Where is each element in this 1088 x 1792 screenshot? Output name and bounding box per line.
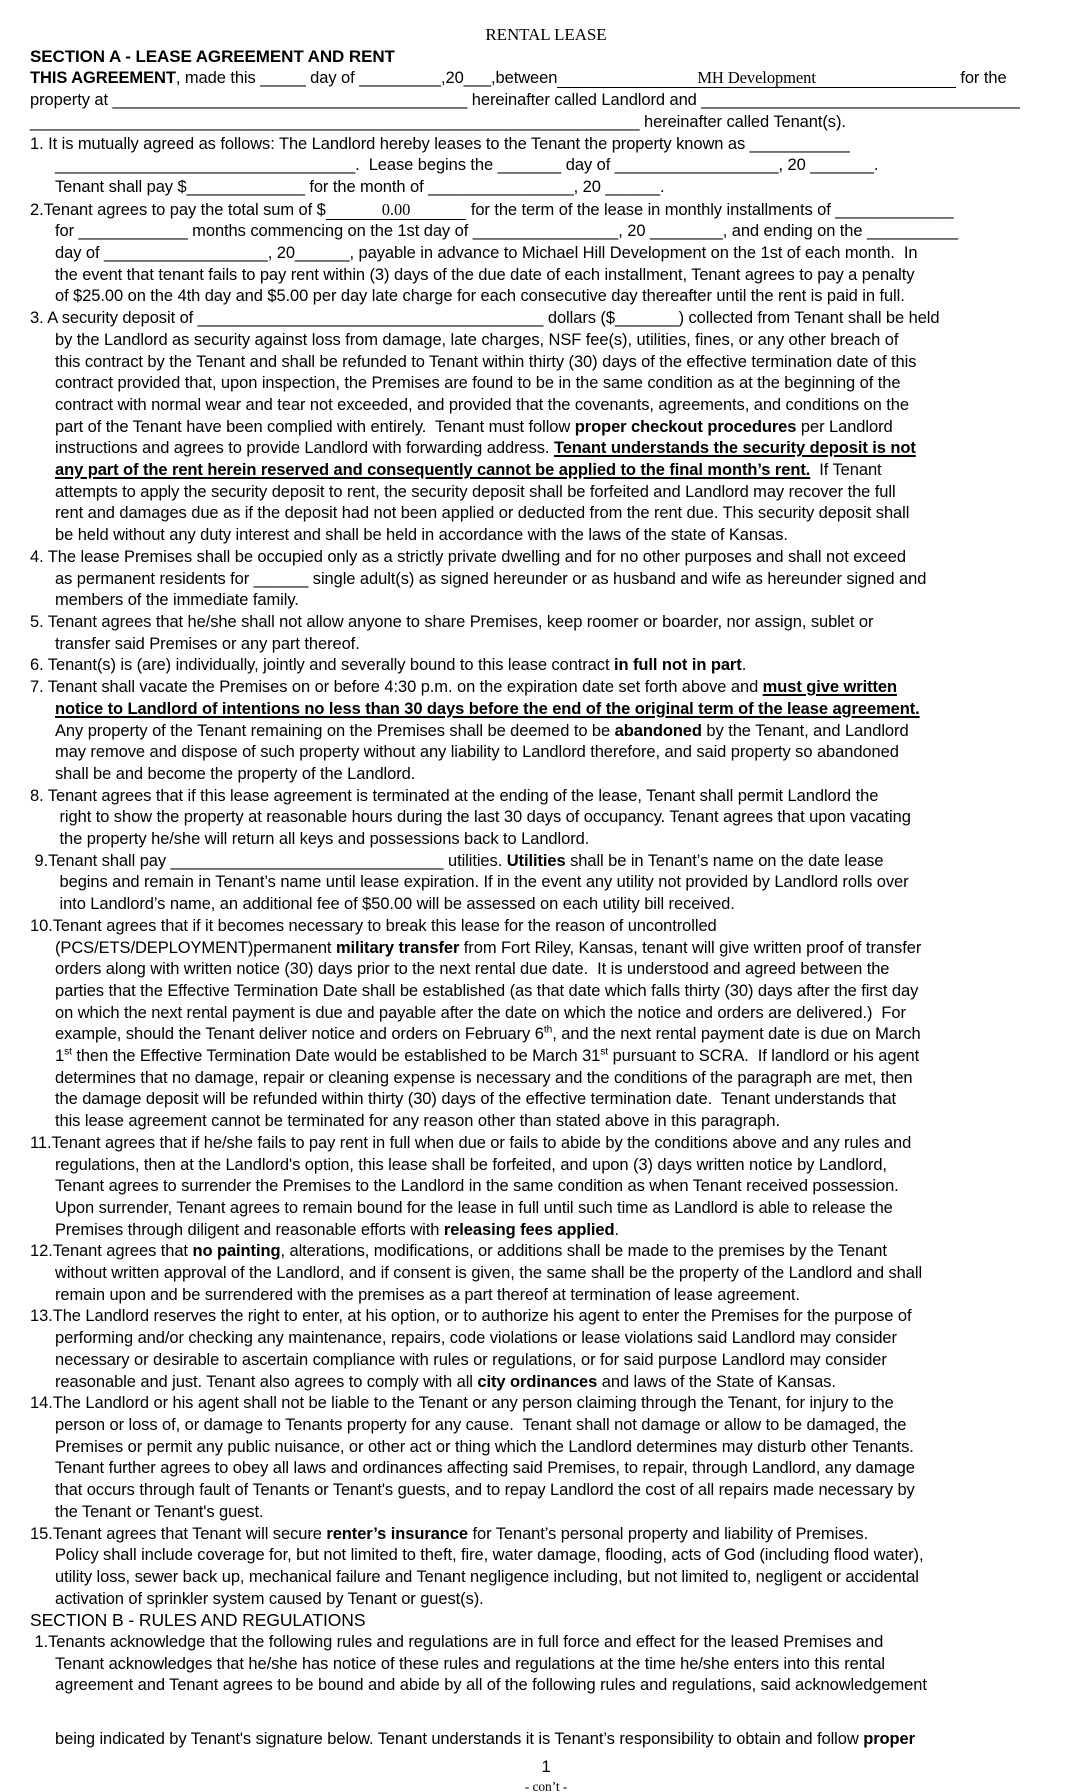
document-line: 7. Tenant shall vacate the Premises on or before 4:30 p.m. on the expiration date set forth above and must give written: [30, 678, 898, 697]
document-line: 12.Tenant agrees that no painting, alterations, modifications, or additions shall be made to the premises by the Tenant: [30, 1242, 887, 1261]
filled-value: MH Development: [557, 68, 955, 88]
document-line: 14.The Landlord or his agent shall not be liable to the Tenant or any person claiming through the Tenant, for injury to the: [30, 1394, 894, 1413]
document-line: this contract by the Tenant and shall be refunded to Tenant within thirty (30) days of the effective termination date of this: [55, 352, 917, 371]
document-line: (PCS/ETS/DEPLOYMENT)permanent military transfer from Fort Riley, Kansas, tenant will give written proof of transfer: [55, 938, 922, 957]
document-line: be held without any duty interest and shall be held in accordance with the laws of the state of Kansas.: [55, 526, 788, 545]
section-heading: SECTION A - LEASE AGREEMENT AND RENT: [30, 46, 395, 66]
document-line: this lease agreement cannot be terminated for any reason other than stated above in this paragraph.: [55, 1112, 780, 1131]
continuation-mark: - con’t -: [524, 1778, 568, 1792]
document-line: 2.Tenant agrees to pay the total sum of $ 0.00 for the term of the lease in monthly installments of _____________: [30, 199, 954, 219]
document-line: 1.Tenants acknowledge that the following rules and regulations are in full force and effect for the leased Premises and: [30, 1633, 884, 1652]
document-line: remain upon and be surrendered with the premises as a part thereof at termination of lease agreement.: [55, 1285, 800, 1304]
document-line: 9.Tenant shall pay ______________________________ utilities. Utilities shall be in Tenant’s name on the date lease: [30, 851, 884, 870]
document-line: person or loss of, or damage to Tenants property for any cause. Tenant shall not damage or allow to be damaged, the: [55, 1416, 907, 1434]
document-line: 3. A security deposit of ______________________________________ dollars ($_______) collected from Tenant shall be held: [30, 309, 940, 328]
document-line: performing and/or checking any maintenance, repairs, code violations or lease violations said Landlord may consider: [55, 1329, 897, 1348]
document-line: rent and damages due as if the deposit had not been applied or deducted from the rent due. This security deposit shall: [55, 504, 910, 523]
document-line: attempts to apply the security deposit to rent, the security deposit shall be forfeited and Landlord may recover the full: [55, 482, 896, 501]
document-line: any part of the rent herein reserved and consequently cannot be applied to the final month’s rent. If Tenant: [55, 461, 882, 480]
document-line: begins and remain in Tenant’s name until lease expiration. If in the event any utility not provided by Landlord rolls over: [55, 873, 909, 892]
document-line: the event that tenant fails to pay rent within (3) days of the due date of each installment, Tenant agrees to pay a penalty: [55, 265, 915, 284]
document-line: utility loss, sewer back up, mechanical failure and Tenant negligence including, but not limited to, negligent or accidental: [55, 1567, 919, 1586]
document-line: contract with normal wear and tear not exceeded, and provided that the covenants, agreements, and conditions on the: [55, 395, 909, 414]
section-heading: SECTION B - RULES AND REGULATIONS: [30, 1610, 366, 1631]
document-line: 13.The Landlord reserves the right to enter, at his option, or to authorize his agent to enter the Premises for the purpose of: [30, 1307, 912, 1326]
filled-value: 0.00: [326, 200, 467, 220]
document-line: example, should the Tenant deliver notice and orders on February 6th, and the next rental payment date is due on March: [55, 1024, 921, 1044]
document-line: parties that the Effective Termination Date shall be established (as that date which falls thirty (30) days after the first day: [55, 981, 919, 1000]
document-line: may remove and dispose of such property without any liability to Landlord therefore, and said property so abandoned: [55, 743, 899, 762]
document-line: for ____________ months commencing on the 1st day of ________________, 20 ________, and ending on the __________: [55, 222, 958, 241]
document-line: Tenant shall pay $_____________ for the month of ________________, 20 ______.: [55, 177, 665, 196]
document-line: on which the next rental payment is due and payable after the date on which the notice and orders are delivered.) For: [55, 1003, 906, 1022]
document-line: 11.Tenant agrees that if he/she fails to pay rent in full when due or fails to abide by the conditions above and any rules and: [30, 1133, 912, 1152]
document-line: members of the immediate family.: [55, 591, 299, 610]
document-line: necessary or desirable to ascertain compliance with rules or regulations, or for said purpose Landlord may consider: [55, 1350, 887, 1369]
document-line: Any property of the Tenant remaining on the Premises shall be deemed to be abandoned by the Tenant, and Landlord: [55, 721, 909, 740]
document-line: that occurs through fault of Tenants or Tenant's guests, and to repay Landlord the cost of all repairs made necessary by: [55, 1481, 915, 1500]
document-line: 15.Tenant agrees that Tenant will secure renter’s insurance for Tenant’s personal property and liability of Premises.: [30, 1524, 869, 1543]
document-line: orders along with written notice (30) days prior to the next rental due date. It is understood and agreed between the: [55, 960, 890, 979]
document-line: right to show the property at reasonable hours during the last 30 days of occupancy. Tenant agrees that upon vacating: [55, 808, 911, 827]
document-line: day of __________________, 20______, payable in advance to Michael Hill Development on the 1st of each month. In: [55, 244, 918, 263]
document-line: _________________________________. Lease begins the _______ day of __________________, 20 _______.: [55, 156, 879, 175]
document-line: determines that no damage, repair or cleaning expense is necessary and the conditions of the paragraph are met, then: [55, 1068, 913, 1087]
document-line: the damage deposit will be refunded within thirty (30) days of the effective termination date. Tenant understands that: [55, 1090, 897, 1109]
document-line: regulations, then at the Landlord's option, this lease shall be forfeited, and upon (3) days written notice by Landlord,: [55, 1155, 887, 1174]
document-line: as permanent residents for ______ single adult(s) as signed hereunder or as husband and wife as hereunder signed and: [55, 569, 927, 588]
document-line: Premises through diligent and reasonable efforts with releasing fees applied.: [55, 1220, 620, 1239]
document-line: by the Landlord as security against loss from damage, late charges, NSF fee(s), utilities, fines, or any other breach of: [55, 330, 899, 349]
document-line: Tenant acknowledges that he/she has notice of these rules and regulations at the time he/she enters into this rental: [55, 1654, 885, 1673]
spacer: [30, 1697, 1062, 1729]
document-line: into Landlord’s name, an additional fee of $50.00 will be assessed on each utility bill received.: [55, 895, 735, 914]
page-number: 1: [541, 1757, 551, 1776]
document-line: without written approval of the Landlord, and if consent is given, the same shall be the property of the Landlord and shall: [55, 1264, 923, 1283]
document-line: shall be and become the property of the Landlord.: [55, 764, 416, 783]
document-line: the Tenant or Tenant's guest.: [55, 1502, 264, 1521]
document-line: contract provided that, upon inspection, the Premises are found to be in the same condition as at the beginning of the: [55, 374, 901, 393]
document-line: 10.Tenant agrees that if it becomes necessary to break this lease for the reason of uncontrolled: [30, 916, 717, 935]
document-line: 5. Tenant agrees that he/she shall not allow anyone to share Premises, keep roomer or boarder, nor assign, sublet or: [30, 612, 874, 631]
document-line: notice to Landlord of intentions no less than 30 days before the end of the original term of the lease agreement.: [55, 699, 920, 718]
document-line: the property he/she will return all keys and possessions back to Landlord.: [55, 830, 590, 849]
lease-body: [30, 46, 1062, 1751]
document-line: 8. Tenant agrees that if this lease agreement is terminated at the ending of the lease, Tenant shall permit Landlord the: [30, 786, 879, 805]
document-line: Tenant further agrees to obey all laws and ordinances affecting said Premises, to repair, through Landlord, any damage: [55, 1459, 915, 1478]
document-line: part of the Tenant have been complied with entirely. Tenant must follow proper checkout procedures per Landlord: [55, 417, 893, 436]
document-line: Upon surrender, Tenant agrees to remain bound for the lease in full until such time as Landlord is able to release the: [55, 1198, 893, 1217]
document-line: 1. It is mutually agreed as follows: The Landlord hereby leases to the Tenant the property known as ___________: [30, 134, 850, 153]
document-line: Premises or permit any public nuisance, or other act or thing which the Landlord determines may disturb other Tenants.: [55, 1437, 914, 1456]
document-line: reasonable and just. Tenant also agrees to comply with all city ordinances and laws of the State of Kansas.: [55, 1372, 836, 1391]
document-line: property at _______________________________________ hereinafter called Landlord and ___________________________________: [30, 91, 1020, 110]
document-line: of $25.00 on the 4th day and $5.00 per day late charge for each consecutive day thereafter until the rent is paid in full.: [55, 287, 905, 306]
document-line: activation of sprinkler system caused by Tenant or guest(s).: [55, 1589, 484, 1608]
document-line: agreement and Tenant agrees to be bound and abide by all of the following rules and regulations, said acknowledgement: [55, 1676, 927, 1695]
document-line: being indicated by Tenant's signature below. Tenant understands it is Tenant’s responsibility to obtain and follow proper: [55, 1730, 915, 1749]
document-line: 6. Tenant(s) is (are) individually, jointly and severally bound to this lease contract in full not in part.: [30, 656, 747, 675]
document-line: Tenant agrees to surrender the Premises to the Landlord in the same condition as when Tenant received possession.: [55, 1177, 899, 1196]
document-line: Policy shall include coverage for, but not limited to theft, fire, water damage, flooding, acts of God (including flood water),: [55, 1546, 924, 1565]
document-line: ___________________________________________________________________ hereinafter called Tenant(s).: [30, 112, 846, 131]
document-title: RENTAL LEASE: [485, 25, 607, 44]
document-line: THIS AGREEMENT, made this _____ day of _________,20___,between MH Development for the: [30, 68, 1007, 88]
document-line: instructions and agrees to provide Landlord with forwarding address. Tenant understands the security deposit is not: [55, 439, 916, 458]
document-line: transfer said Premises or any part thereof.: [55, 634, 360, 653]
document-line: 4. The lease Premises shall be occupied only as a strictly private dwelling and for no other purposes and shall not exceed: [30, 547, 906, 566]
document-line: 1st then the Effective Termination Date would be established to be March 31st pursuant to SCRA. If landlord or his agent: [55, 1046, 920, 1066]
